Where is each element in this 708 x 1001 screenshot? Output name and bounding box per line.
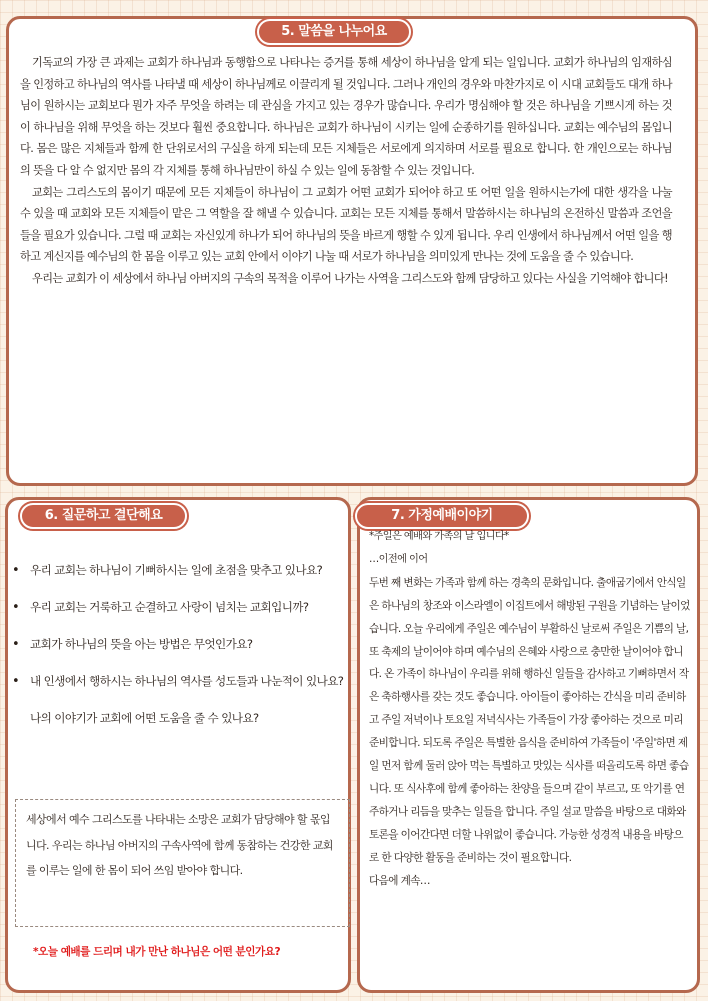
section5-body	[20, 52, 672, 290]
question-item: • 교회가 하나님의 뜻을 아는 방법은 무엇인가요?	[12, 626, 352, 663]
closing-question: *오늘 예배를 드리며 내가 만난 하나님은 어떤 분인가요?	[33, 946, 281, 958]
question-item: • 우리 교회는 하나님이 기뻐하시는 일에 초점을 맞추고 있나요?	[12, 552, 352, 589]
section5-paragraph: 우리는 교회가 이 세상에서 하나님 아버지의 구속의 목적을 이루어 나가는 사역을 그리스도와 함께 담당하고 있다는 사실을 기억해야 합니다!	[32, 271, 668, 285]
section7-footer: 다음에 계속…	[369, 874, 430, 887]
section5-title: 5. 말씀을 나누어요	[257, 19, 411, 45]
commitment-box: 세상에서 예수 그리스도를 나타내는 소망은 교회가 담당해야 할 몫입니다. 우리는 하나님 아버지의 구속사역에 함께 동참하는 건강한 교회를 이루는 일에 한 몸이 되어 쓰임 받아야 합니다.	[15, 799, 350, 927]
section7-continued: …이전에 이어	[369, 553, 428, 565]
section5-paragraph: 기독교의 가장 큰 과제는 교회가 하나님과 동행함으로 나타나는 증거를 통해 세상이 하나님을 알게 되는 일입니다. 교회가 하나님의 임재하심을 인정하고 하나님의 역사를 나타낼 때 세상이 하나님께로 이끌리게 될 것입니다. 그러나 개인의 경우와 마찬가지로 이 시대 교회들도 대개 하나님이 원하시는 교회보다 뭔가 자주 무엇을 하려는 데 관심을 가지고 있는 경우가 많습니다. 우리가 명심해야 할 것은 하나님을 기쁘시게 하는 것이 하나님을 위해 무엇을 하는 것보다 훨씬 중요합니다. 하나님은 교회가 하나님이 시키는 일에 순종하기를 원하십니다. 교회는 예수님의 몸입니다. 몸은 많은 지체들과 함께 한 단위로서의 구실을 하게 되는데 모든 지체들은 서로에게 의지하며 서로를 필요로 합니다. 한 개인으로는 하나님의 뜻을 다 알 수 없지만 몸의 각 지체를 통해 하나님만이 하실 수 있는 일에 동참할 수 있는 것입니다.	[20, 56, 672, 177]
section6-title: 6. 질문하고 결단해요	[20, 503, 187, 529]
question-item: • 우리 교회는 거룩하고 순결하고 사랑이 넘치는 교회입니까?	[12, 589, 352, 626]
section7-body	[369, 526, 691, 893]
section7-subtitle: *주일은 예배와 가족의 날 입니다*	[369, 531, 509, 542]
section7-title: 7. 가정예배이야기	[355, 503, 529, 529]
question-list	[12, 552, 352, 737]
question-item: • 내 인생에서 행하시는 하나님의 역사를 성도들과 나눈적이 있나요? 나의 이야기가 교회에 어떤 도움을 줄 수 있나요?	[12, 663, 352, 737]
section5-paragraph: 교회는 그리스도의 몸이기 때문에 모든 지체들이 하나님이 그 교회가 어떤 교회가 되어야 하고 또 어떤 일을 원하시는가에 대한 생각을 나눌 수 있을 때 교회와 모든 지체들이 맡은 그 역할을 잘 해낼 수 있습니다. 교회는 모든 지체를 통해서 말씀하시는 하나님의 온전하신 말씀과 조언을 들을 필요가 있습니다. 그럴 때 교회는 자신있게 하나가 되어 하나님의 뜻을 바르게 행할 수 있게 됩니다. 우리 인생에서 하나님께서 어떤 일을 행하고 계신지를 예수님의 한 몸을 이루고 있는 교회 안에서 이야기 나눌 때 서로가 하나님을 의미있게 만나는 것에 도움을 줄 수 있습니다.	[20, 185, 672, 264]
section7-text: 두번 째 변화는 가족과 함께 하는 경축의 문화입니다. 출애굽기에서 안식일은 하나님의 창조와 이스라엘이 이집트에서 해방된 구원을 기념하는 날이었습니다. 오늘 우리에게 주일은 예수님이 부활하신 날로써 주일은 기쁨의 날, 또 축제의 날이어야 하며 예수님의 은혜와 사랑으로 충만한 날이어야 합니다. 온 가족이 하나님이 우리를 위해 행하신 일들을 감사하고 기뻐하면서 작은 축하행사를 갖는 것도 좋습니다. 아이들이 좋아하는 간식을 미리 준비하고 주일 저녁이나 토요일 저녁식사는 가족들이 가장 좋아하는 것으로 미리 준비합니다. 되도록 주일은 특별한 음식을 준비하여 가족들이 '주일'하면 제일 먼저 함께 둘러 앉아 먹는 특별하고 맛있는 식사를 떠올리도록 하면 좋습니다. 또 식사후에 함께 좋아하는 찬양을 들으며 같이 부르고, 또 악기를 연주하거나 리듬을 맞추는 일들을 합니다. 주일 설교 말씀을 바탕으로 대화와 토론을 이어간다면 더할 나위없이 좋습니다. 가능한 성경적 내용을 바탕으로 한 다양한 활동을 준비하는 것이 필요합니다.	[369, 576, 690, 864]
